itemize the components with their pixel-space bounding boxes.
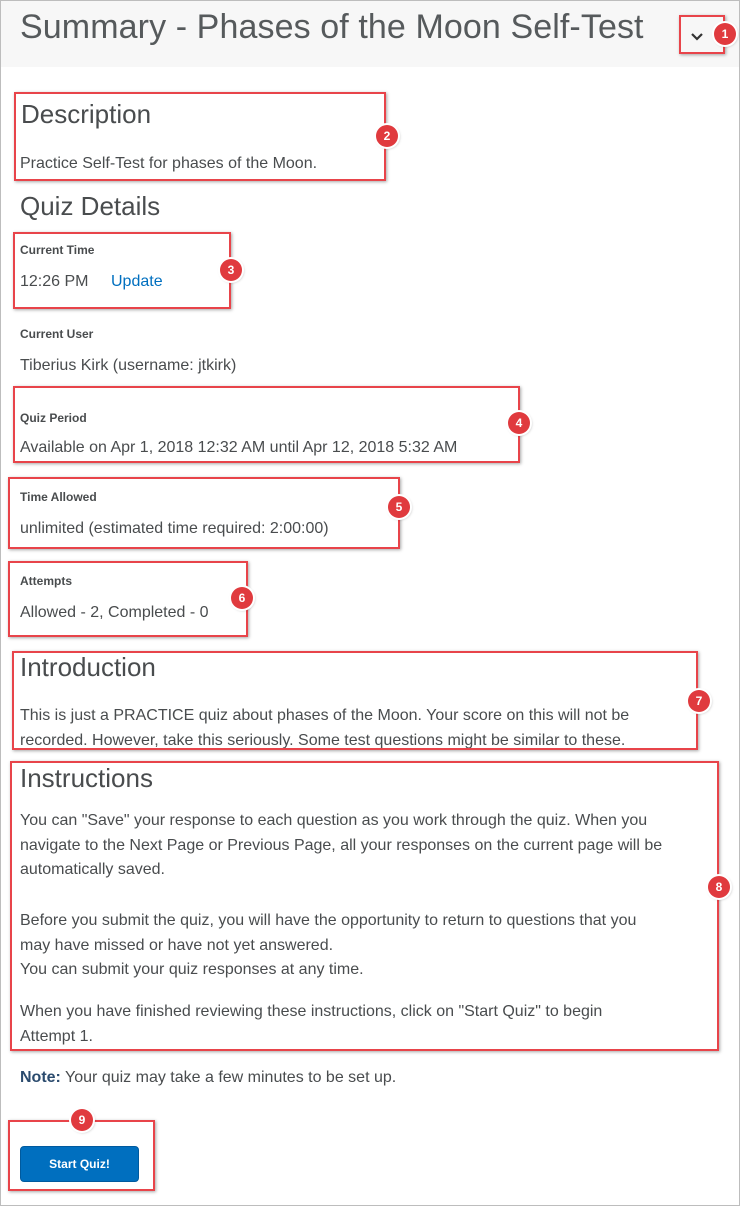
attempts-value: Allowed - 2, Completed - 0 (20, 604, 209, 621)
instructions-line: Before you submit the quiz, you will have the opportunity to return to questions that you (20, 912, 637, 929)
callout-box (13, 386, 520, 463)
time-allowed-label: Time Allowed (20, 490, 97, 504)
instructions-line: You can "Save" your response to each question as you work through the quiz. When you (20, 812, 648, 829)
callout-badge: 1 (714, 23, 736, 45)
current-user-label: Current User (20, 327, 94, 341)
instructions-line: may have missed or have not yet answered. (20, 936, 334, 954)
time-allowed-value: unlimited (estimated time required: 2:00:00) (20, 520, 329, 537)
introduction-line: recorded. However, take this seriously. Some test questions might be similar to these. (20, 731, 626, 749)
callout-badge: 4 (508, 412, 530, 434)
description-text: Practice Self-Test for phases of the Moon. (20, 155, 318, 172)
note-text: Your quiz may take a few minutes to be set up. (60, 1069, 397, 1086)
current-time-value: 12:26 PM (20, 273, 89, 290)
callout-badge: 7 (688, 690, 710, 712)
description-heading: Description (21, 99, 152, 129)
quiz-period-value: Available on Apr 1, 2018 12:32 AM until Apr 12, 2018 5:32 AM (20, 439, 458, 456)
current-user-value: Tiberius Kirk (username: jtkirk) (20, 357, 237, 374)
current-time-label: Current Time (20, 243, 95, 257)
start-quiz-button[interactable]: Start Quiz! (20, 1146, 139, 1182)
page-title: Summary - Phases of the Moon Self-Test (20, 8, 644, 46)
instructions-line: Attempt 1. (20, 1027, 93, 1045)
callout-badge: 9 (71, 1109, 93, 1131)
introduction-heading: Introduction (20, 652, 156, 682)
note-label: Note: (20, 1069, 61, 1086)
callout-badge: 2 (376, 125, 398, 147)
callout-badge: 6 (231, 587, 253, 609)
update-time-link[interactable]: Update (111, 273, 163, 290)
callout-box (8, 561, 248, 637)
callout-box (13, 232, 231, 309)
callout-box (14, 92, 386, 181)
callout-box (8, 477, 400, 549)
attempts-label: Attempts (20, 574, 73, 588)
instructions-line: navigate to the Next Page or Previous Page, all your responses on the current page will be (20, 836, 663, 854)
callout-badge: 8 (708, 876, 730, 898)
instructions-line: automatically saved. (20, 861, 165, 878)
instructions-heading: Instructions (20, 763, 153, 793)
quiz-details-heading: Quiz Details (20, 191, 161, 221)
instructions-line: You can submit your quiz responses at any time. (20, 961, 364, 978)
introduction-line: This is just a PRACTICE quiz about phases of the Moon. Your score on this will not be (20, 707, 630, 724)
callout-box (12, 651, 698, 750)
instructions-line: When you have finished reviewing these instructions, click on "Start Quiz" to begin (20, 1003, 603, 1020)
callout-box (10, 761, 719, 1051)
callout-badge: 3 (220, 259, 242, 281)
callout-badge: 5 (388, 496, 410, 518)
setup-note (20, 1069, 396, 1087)
quiz-period-label: Quiz Period (20, 411, 87, 425)
